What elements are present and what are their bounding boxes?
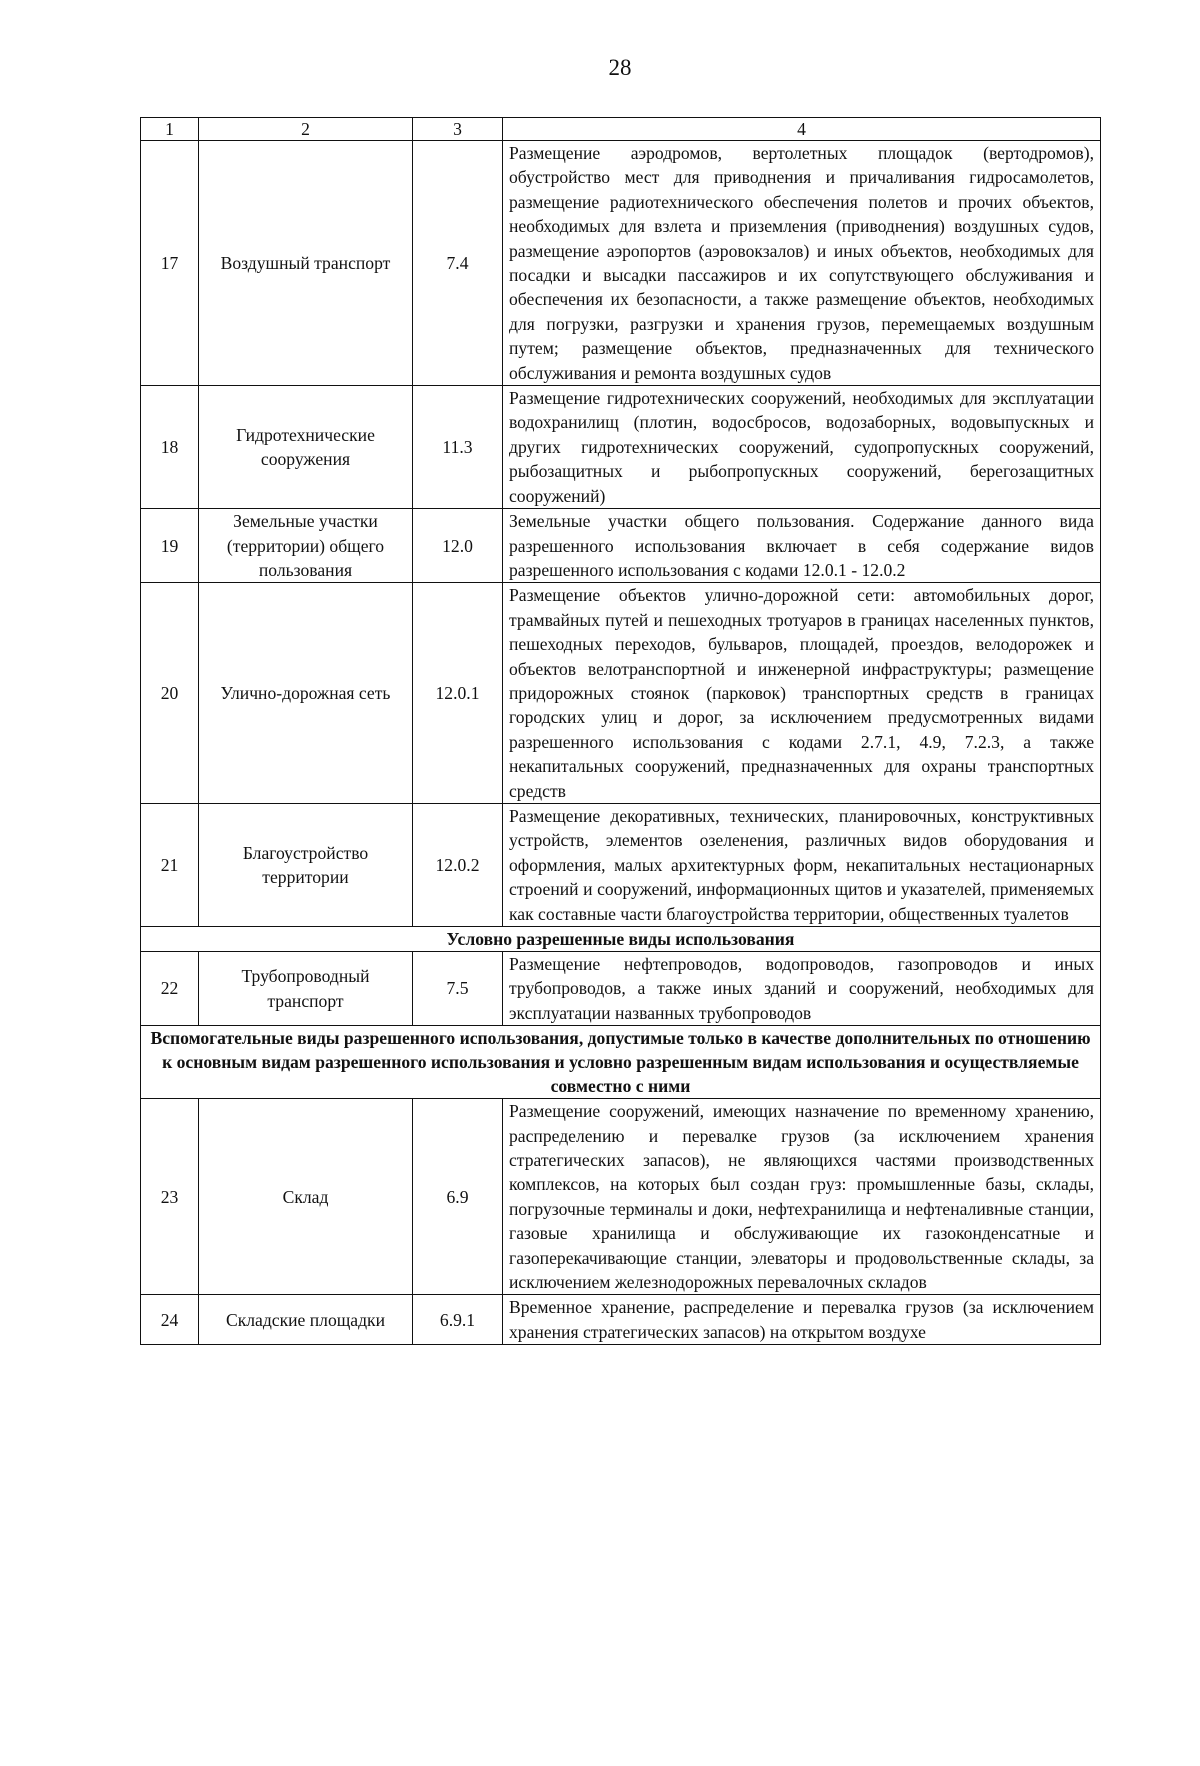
- use-type-description: Размещение нефтепроводов, водопроводов, газопроводов и иных трубопроводов, а также иных зданий и сооружений, необходимых для эксплуатации названных трубопроводов: [503, 952, 1101, 1026]
- header-col-3: 3: [413, 118, 503, 141]
- use-type-code: 12.0.2: [413, 803, 503, 926]
- section-row-auxiliary: [141, 1026, 1101, 1099]
- table-row: [141, 1099, 1101, 1295]
- header-col-1: 1: [141, 118, 199, 141]
- table-row: [141, 803, 1101, 926]
- use-type-name: Гидротехнические сооружения: [199, 386, 413, 509]
- row-number: 22: [141, 952, 199, 1026]
- header-col-4: 4: [503, 118, 1101, 141]
- row-number: 18: [141, 386, 199, 509]
- use-type-description: Размещение сооружений, имеющих назначение по временному хранению, распределению и перевалке грузов (за исключением хранения стратегических запасов), не являющихся частями производственных комплексов, на которых был создан груз: промышленные базы, склады, погрузочные терминалы и доки, нефтехранилища и нефтеналивные станции, газовые хранилища и обслуживающие их газоконденсатные и газоперекачивающие станции, элеваторы и продовольственные склады, за исключением железнодорожных перевалочных складов: [503, 1099, 1101, 1295]
- header-col-2: 2: [199, 118, 413, 141]
- table-row: [141, 1295, 1101, 1345]
- use-type-code: 12.0.1: [413, 583, 503, 804]
- use-type-description: Размещение аэродромов, вертолетных площадок (вертодромов), обустройство мест для приводнения и причаливания гидросамолетов, размещение радиотехнического обеспечения полетов и прочих объектов, необходимых для взлета и приземления (приводнения) воздушных судов, размещение аэропортов (аэровокзалов) и иных объектов, необходимых для посадки и высадки пассажиров и их сопутствующего обслуживания и обеспечения их безопасности, а также размещение объектов, необходимых для погрузки, разгрузки и хранения грузов, перемещаемых воздушным путем; размещение объектов, предназначенных для технического обслуживания и ремонта воздушных судов: [503, 141, 1101, 386]
- use-type-description: Размещение гидротехнических сооружений, необходимых для эксплуатации водохранилищ (плотин, водосбросов, водозаборных, водовыпускных и других гидротехнических сооружений, судопропускных сооружений, рыбозащитных и рыбопропускных сооружений, берегозащитных сооружений): [503, 386, 1101, 509]
- page-number: 28: [608, 55, 632, 80]
- use-type-name: Трубопроводный транспорт: [199, 952, 413, 1026]
- use-type-name: Земельные участки (территории) общего пользования: [199, 509, 413, 583]
- row-number: 21: [141, 803, 199, 926]
- use-type-code: 6.9: [413, 1099, 503, 1295]
- use-type-name: Улично-дорожная сеть: [199, 583, 413, 804]
- use-type-name: Воздушный транспорт: [199, 141, 413, 386]
- table-row: [141, 386, 1101, 509]
- row-number: 23: [141, 1099, 199, 1295]
- use-type-description: Размещение декоративных, технических, планировочных, конструктивных устройств, элементов озеленения, различных видов оборудования и оформления, малых архитектурных форм, некапитальных нестационарных строений и сооружений, информационных щитов и указателей, применяемых как составные части благоустройства территории, общественных туалетов: [503, 803, 1101, 926]
- row-number: 24: [141, 1295, 199, 1345]
- use-type-code: 7.5: [413, 952, 503, 1026]
- section-title-conditional: Условно разрешенные виды использования: [141, 927, 1101, 952]
- row-number: 17: [141, 141, 199, 386]
- table-row: [141, 583, 1101, 804]
- use-type-name: Складские площадки: [199, 1295, 413, 1345]
- use-type-description: Размещение объектов улично-дорожной сети: автомобильных дорог, трамвайных путей и пешеходных тротуаров в границах населенных пунктов, пешеходных переходов, бульваров, площадей, проездов, велодорожек и объектов велотранспортной и инженерной инфраструктуры; размещение придорожных стоянок (парковок) транспортных средств в границах городских улиц и дорог, за исключением предусмотренных видами разрешенного использования с кодами 2.7.1, 4.9, 7.2.3, а также некапитальных сооружений, предназначенных для охраны транспортных средств: [503, 583, 1101, 804]
- section-title-auxiliary: Вспомогательные виды разрешенного использования, допустимые только в качестве дополнительных по отношению к основным видам разрешенного использования и условно разрешенным видам использования и осуществляемые совместно с ними: [141, 1026, 1101, 1099]
- section-row-conditional: [141, 927, 1101, 952]
- table-row: [141, 509, 1101, 583]
- row-number: 20: [141, 583, 199, 804]
- table-row: [141, 141, 1101, 386]
- use-type-name: Склад: [199, 1099, 413, 1295]
- use-type-name: Благоустройство территории: [199, 803, 413, 926]
- use-type-description: Земельные участки общего пользования. Содержание данного вида разрешенного использования включает в себя содержание видов разрешенного использования с кодами 12.0.1 - 12.0.2: [503, 509, 1101, 583]
- use-type-code: 7.4: [413, 141, 503, 386]
- table-row: [141, 952, 1101, 1026]
- use-type-code: 11.3: [413, 386, 503, 509]
- use-type-code: 12.0: [413, 509, 503, 583]
- row-number: 19: [141, 509, 199, 583]
- use-type-code: 6.9.1: [413, 1295, 503, 1345]
- table-header-row: [141, 118, 1101, 141]
- zoning-table: [140, 117, 1101, 1345]
- use-type-description: Временное хранение, распределение и перевалка грузов (за исключением хранения стратегических запасов) на открытом воздухе: [503, 1295, 1101, 1345]
